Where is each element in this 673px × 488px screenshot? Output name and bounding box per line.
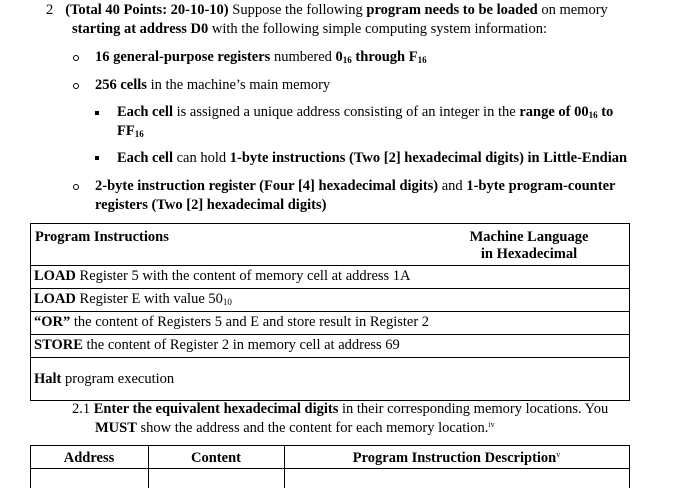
table-row: Halt program execution	[34, 371, 175, 387]
sub2-c: 1-byte instructions (Two [2] hexadecimal digits) in Little-Endian	[229, 150, 628, 166]
question-points: (Total 40 Points: 20-10-10)	[65, 2, 229, 18]
hollow-bullet-icon	[73, 55, 79, 61]
sub1-a: Each cell	[117, 104, 173, 120]
sub2-b: can hold	[172, 150, 230, 166]
header-description: Program Instruction Description	[352, 450, 557, 466]
header-address: Address	[63, 450, 115, 466]
hollow-bullet-icon	[73, 184, 79, 190]
table-row: STORE the content of Register 2 in memory cell at address 69	[34, 337, 400, 353]
question-intro-e: with the following simple computing system information:	[208, 21, 547, 37]
bullet1-c: $0_{16}$ through $F_{16}$	[335, 49, 427, 65]
sub1-e: $FF_{16}$	[117, 123, 144, 139]
question-intro-a: Suppose the following	[228, 2, 367, 18]
table-row: “OR” the content of Registers 5 and E and store result in Register 2	[34, 314, 430, 330]
bullet3-d: registers (Two [2] hexadecimal digits)	[95, 197, 327, 213]
subquestion-number: 2.1	[72, 401, 91, 417]
footnote-marker: iv	[488, 420, 495, 429]
sub1-c: range of $00_{16}$ to	[519, 104, 614, 120]
bullet3-c: 1-byte program-counter	[466, 178, 616, 194]
question-intro-b: program needs to be loaded	[366, 2, 538, 18]
table-row: LOAD Register E with value $50_{10}$	[34, 291, 232, 307]
sub1-b: is assigned a unique address consisting of an integer in the	[172, 104, 520, 120]
bullet2-a: 256 cells	[95, 77, 147, 93]
bullet2-b: in the machine’s main memory	[146, 77, 331, 93]
hollow-bullet-icon	[73, 83, 79, 89]
header-machine-language-2: in Hexadecimal	[480, 246, 578, 262]
square-bullet-icon	[95, 156, 99, 160]
bullet3-b: and	[438, 178, 467, 194]
subquestion-must: MUST	[95, 420, 137, 436]
bullet1-b: numbered	[270, 49, 336, 65]
footnote-marker: v	[556, 450, 561, 459]
bullet3-a: 2-byte instruction register (Four [4] hexadecimal digits)	[95, 178, 439, 194]
question-number: 2	[46, 2, 54, 18]
header-machine-language-1: Machine Language	[469, 229, 589, 245]
question-intro-d: starting at address D0	[72, 21, 209, 37]
sub2-a: Each cell	[117, 150, 173, 166]
square-bullet-icon	[95, 111, 99, 115]
question-intro-c: on memory	[537, 2, 608, 18]
header-program-instructions: Program Instructions	[35, 229, 169, 245]
table-row: LOAD Register 5 with the content of memory cell at address 1A	[34, 268, 411, 284]
subquestion-a: Enter the equivalent hexadecimal digits	[93, 401, 339, 417]
bullet1-a: 16 general-purpose registers	[95, 49, 271, 65]
header-content: Content	[191, 450, 241, 466]
subquestion-d: show the address and the content for each memory location.	[136, 420, 489, 436]
subquestion-b: in their corresponding memory locations. You	[338, 401, 609, 417]
